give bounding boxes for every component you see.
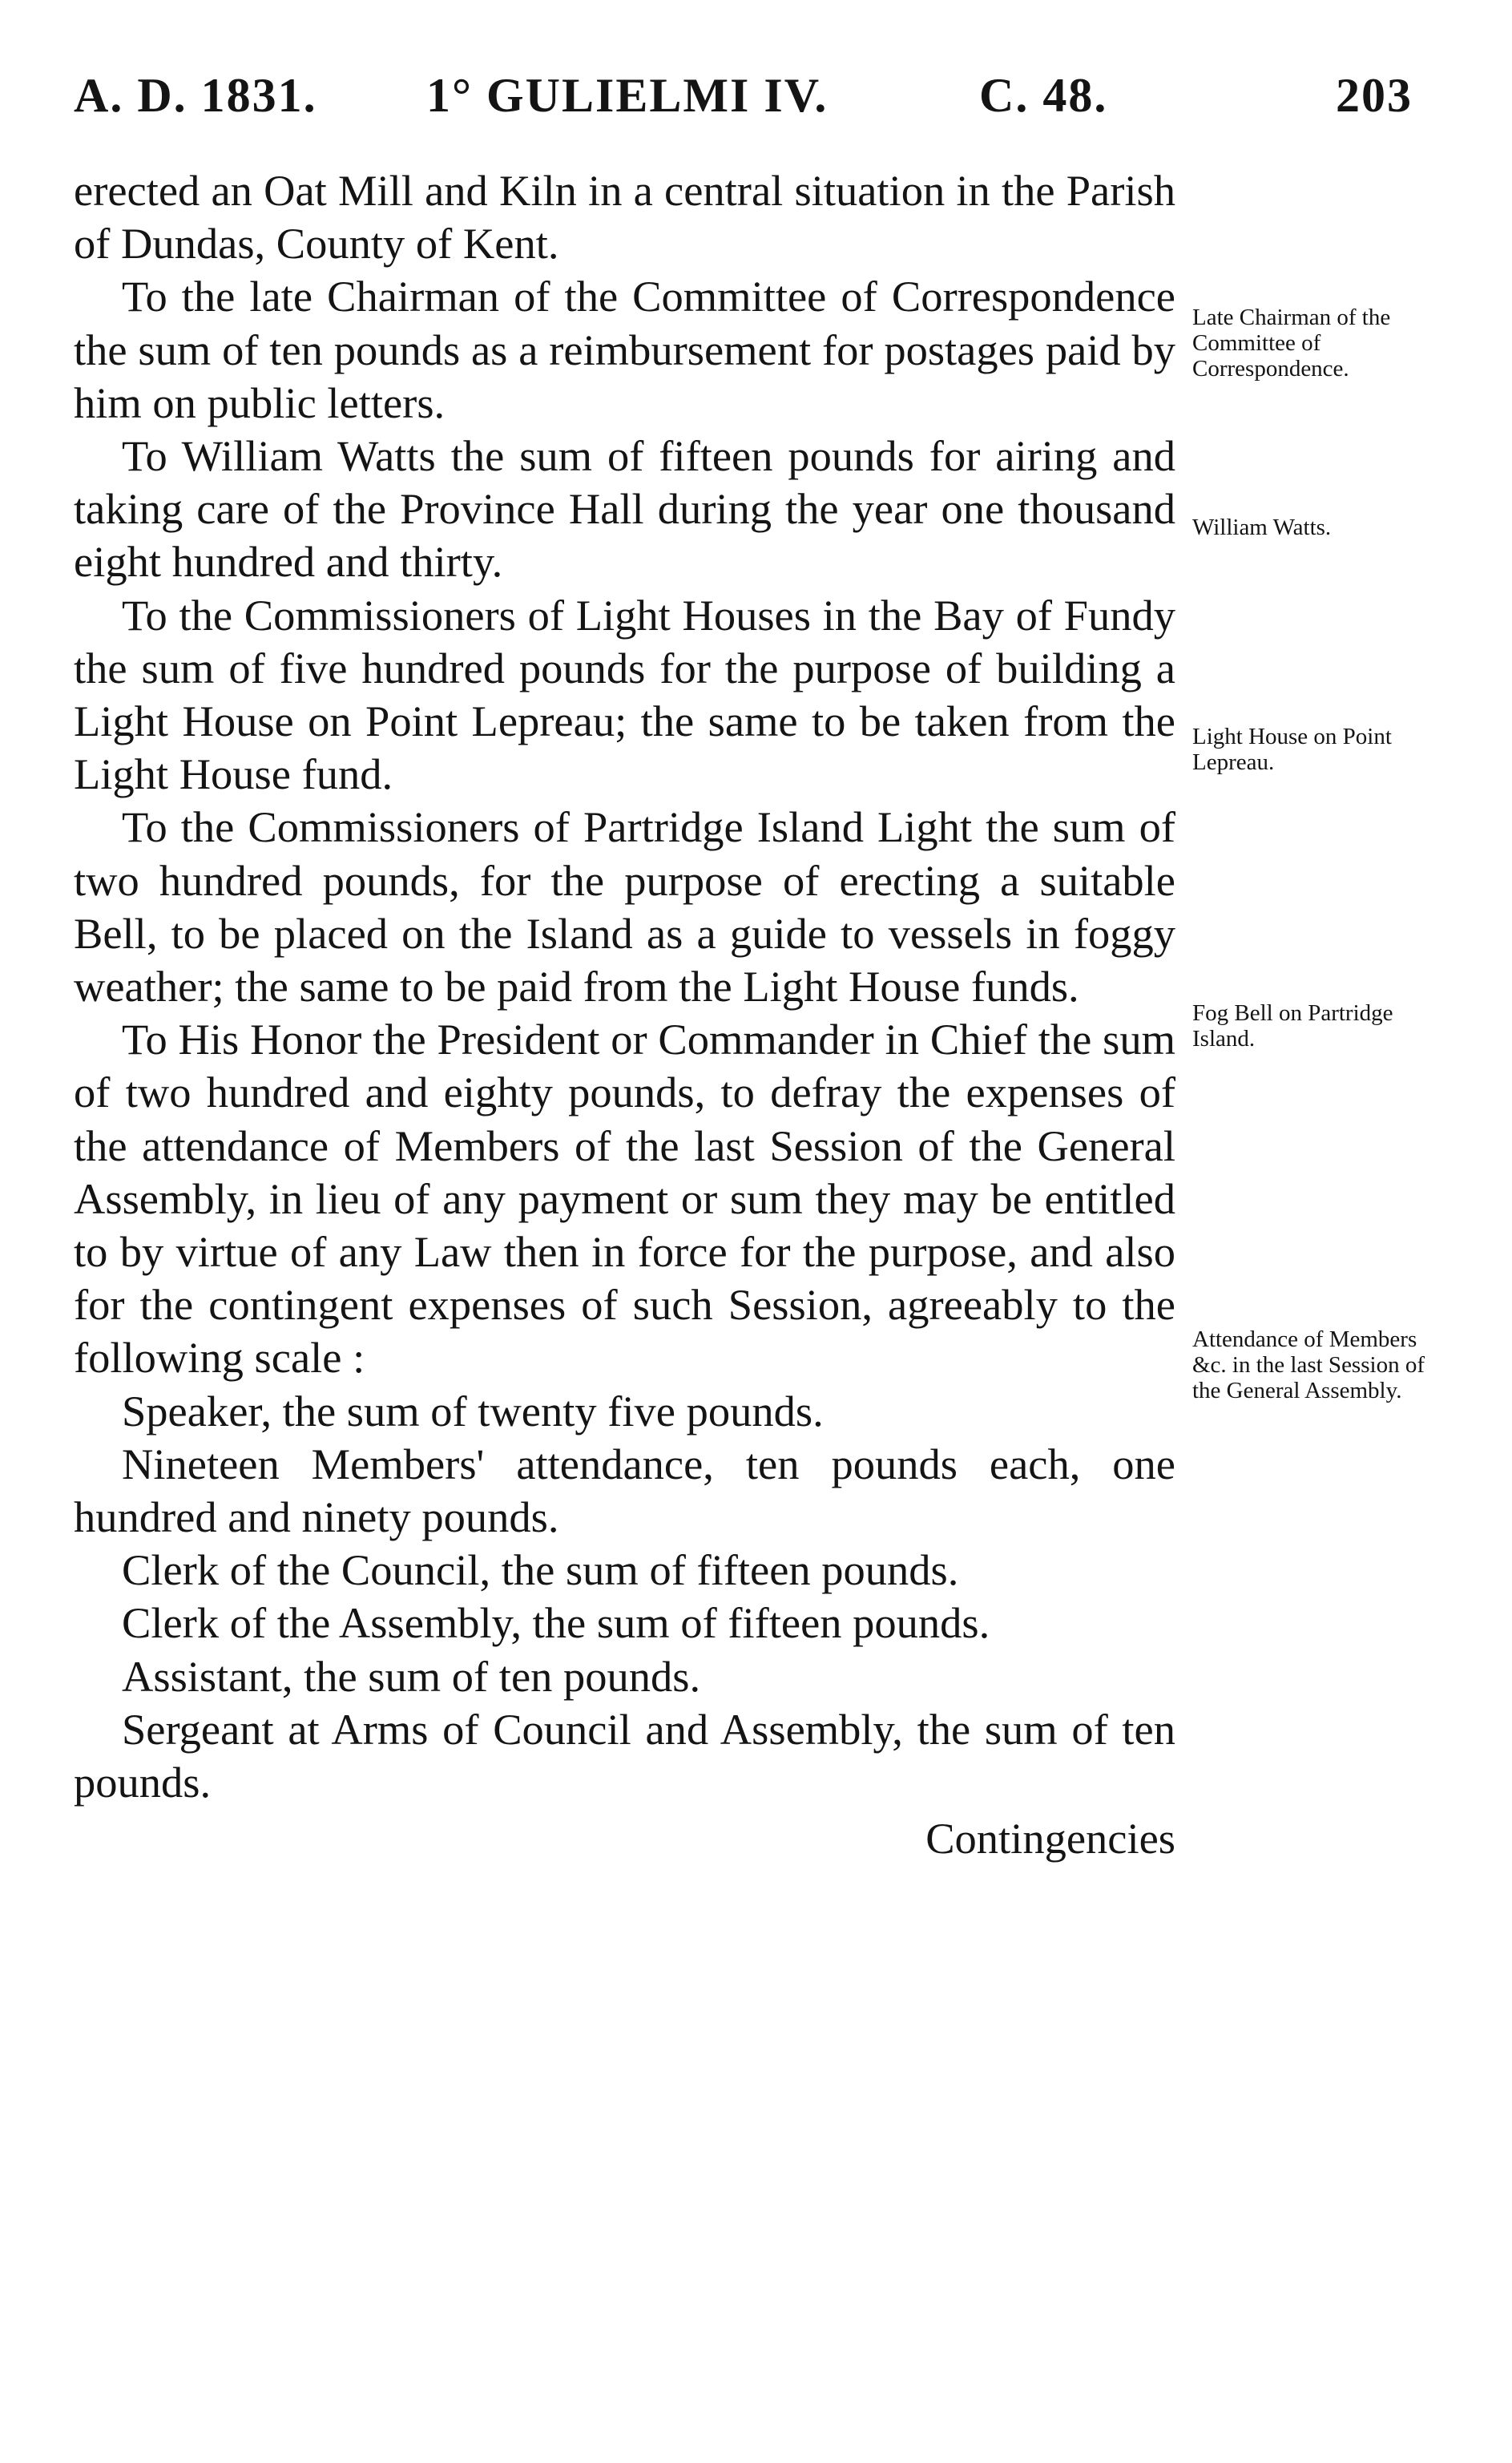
margin-note-light-house: Light House on Point Lepreau. [1192, 724, 1392, 775]
paragraph-oat-mill: erected an Oat Mill and Kiln in a central situation in the Parish of Dundas, County of Kent. [74, 166, 1175, 269]
margin-note-william-watts: William Watts. [1192, 515, 1332, 540]
paragraph-chairman-correspondence: To the late Chairman of the Committee of Correspondence the sum of ten pounds as a reimbursement for postages paid by him on public letters. [74, 272, 1175, 427]
scale-speaker: Speaker, the sum of twenty five pounds. [122, 1386, 824, 1435]
margin-note-chairman: Late Chairman of the Committee of Correspondence. [1192, 305, 1391, 382]
scale-clerk-council: Clerk of the Council, the sum of fifteen pounds. [122, 1545, 959, 1595]
header-chapter: C. 48. [979, 69, 1108, 122]
scale-sergeant-at-arms: Sergeant at Arms of Council and Assembly, the sum of ten pounds. [74, 1704, 1175, 1807]
paragraph-attendance-members: To His Honor the President or Commander in Chief the sum of two hundred and eighty pounds, to defray the expenses of the attendance of Members of the last Session of the General Assembly, in lieu of any payment or sum they may be entitled to by virtue of any Law then in force for the purpose, and also for the contingent expenses of such Session, agreeably to the following scale : [74, 1015, 1175, 1383]
scale-members: Nineteen Members' attendance, ten pounds each, one hundred and ninety pounds. [74, 1439, 1175, 1542]
paragraph-light-house-lepreau: To the Commissioners of Light Houses in the Bay of Fundy the sum of five hundred pounds for the purpose of building a Light House on Point Lepreau; the same to be taken from the Light House fund. [74, 590, 1175, 799]
header-year: A. D. 1831. [74, 69, 317, 122]
margin-note-fog-bell: Fog Bell on Partridge Island. [1192, 1000, 1393, 1052]
scale-clerk-assembly: Clerk of the Assembly, the sum of fifteen pounds. [122, 1598, 990, 1648]
header-regnal-year: 1° GULIELMI IV. [426, 69, 829, 122]
main-text-column [74, 164, 1175, 1866]
paragraph-william-watts: To William Watts the sum of fifteen pounds for airing and taking care of the Province Hall during the year one thousand eight hundred and thirty. [74, 431, 1175, 587]
paragraph-partridge-island-bell: To the Commissioners of Partridge Island Light the sum of two hundred pounds, for the purpose of erecting a suitable Bell, to be placed on the Island as a guide to vessels in foggy weather; the same to be paid from the Light House funds. [74, 802, 1175, 1011]
running-header [74, 68, 1436, 140]
page-number: 203 [1336, 69, 1413, 122]
catchword: Contingencies [925, 1814, 1175, 1863]
margin-note-attendance: Attendance of Members &c. in the last Session of the General Assembly. [1192, 1326, 1425, 1403]
scale-assistant: Assistant, the sum of ten pounds. [122, 1651, 701, 1701]
